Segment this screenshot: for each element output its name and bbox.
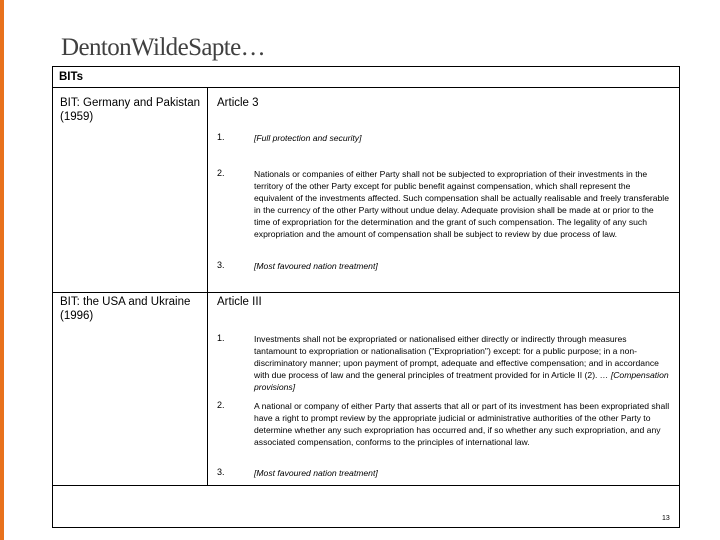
article-heading: Article III	[217, 296, 262, 308]
logo: DentonWildeSapte…	[61, 34, 266, 61]
paragraph-text: Nationals or companies of either Party shall not be subjected to expropriation of their investments in the territory of the other Party except for public benefit against compensation, which shall represent the equivalent of the investments affected. Such compensation shall be actually realisable and freely transferable in the currency of the other Party without undue delay. Adequate provision shall be made at or prior to the time of expropriation for the determination and the grant of such compensation. The legality of any such expropriation and the amount of compensation shall be subject to review by due process of law.	[254, 169, 669, 240]
paragraph-number: 2.	[217, 168, 225, 178]
paragraph-text	[254, 333, 670, 393]
paragraph-number: 3.	[217, 260, 225, 270]
paragraph-text: [Full protection and security]	[254, 133, 362, 143]
paragraph-body: Investments shall not be expropriated or nationalised either directly or indirectly through measures tantamount to expropriation or nationalisation ("Expropriation") except: for a public purpose; in a non-discriminatory manner; upon payment of prompt, adequate and effective compensation; and in accordance with due process of law and the general principles of treatment provided for in Article II (2).	[254, 334, 659, 381]
treaty-name: BIT: Germany and Pakistan (1959)	[60, 97, 200, 123]
paragraph-number: 2.	[217, 400, 225, 410]
accent-bar	[0, 0, 4, 540]
article-heading: Article 3	[217, 97, 259, 109]
paragraph-number: 1.	[217, 132, 225, 142]
column-divider	[207, 293, 208, 485]
treaty-name: BIT: the USA and Ukraine (1996)	[60, 296, 191, 322]
row-divider	[52, 292, 680, 293]
table-bottom-border	[52, 485, 680, 486]
table-title-row	[52, 66, 680, 88]
paragraph-number: 1.	[217, 333, 225, 343]
page-number: 13	[662, 515, 670, 522]
table-title: BITs	[59, 71, 84, 83]
paragraph-suffix: … [Compensation provisions]	[254, 370, 669, 393]
paragraph-text: A national or company of either Party that asserts that all or part of its investment has been expropriated shall have a right to prompt review by the appropriate judicial or administrative authorities of the other Party to determine whether any such expropriation has occurred and, if so whether any such expropriation, and any associated compensation, conforms to the principles of international law.	[254, 401, 670, 448]
paragraph-text: [Most favoured nation treatment]	[254, 468, 378, 478]
column-divider	[207, 88, 208, 293]
paragraph-number: 3.	[217, 467, 225, 477]
paragraph-text: [Most favoured nation treatment]	[254, 261, 378, 271]
